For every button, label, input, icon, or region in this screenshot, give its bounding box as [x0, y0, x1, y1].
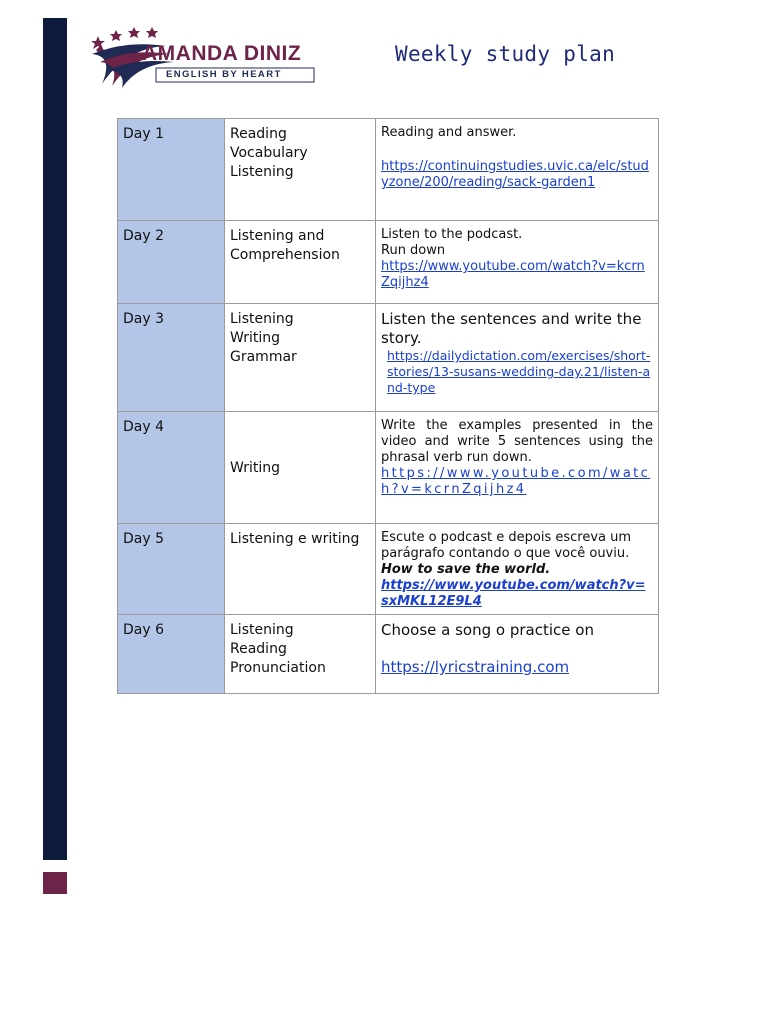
- task-cell: [376, 221, 659, 304]
- logo: [86, 22, 326, 92]
- resource-link[interactable]: https://www.youtube.com/watch?v=sxMKL12E9L4: [381, 578, 646, 609]
- table-row: [118, 615, 659, 694]
- table-row: [118, 304, 659, 412]
- resource-link[interactable]: https://dailydictation.com/exercises/short-stories/13-susans-wedding-day.21/listen-and-type: [387, 348, 651, 395]
- skill-label: Writing: [230, 330, 280, 346]
- task-cell: [376, 615, 659, 694]
- skills-cell: [225, 524, 376, 615]
- day-cell: Day 6: [118, 615, 225, 694]
- logo-name: AMANDA DINIZ: [142, 42, 302, 65]
- skill-label: Listening: [230, 311, 294, 327]
- page-title: Weekly study plan: [395, 42, 616, 66]
- day-cell: Day 4: [118, 412, 225, 524]
- resource-link[interactable]: https://www.youtube.com/watch?v=kcrnZqijhz4: [381, 466, 651, 497]
- task-text: Escute o podcast e depois escreva um parágrafo contando o que você ouviu.: [381, 530, 632, 561]
- study-plan-table: [117, 118, 659, 694]
- day-cell: Day 5: [118, 524, 225, 615]
- logo-tagline: ENGLISH BY HEART: [166, 69, 282, 80]
- table-row: [118, 412, 659, 524]
- task-cell: [376, 119, 659, 221]
- skill-label: Reading: [230, 126, 287, 142]
- skills-cell: [225, 304, 376, 412]
- day-cell: Day 3: [118, 304, 225, 412]
- task-cell: [376, 524, 659, 615]
- task-text: Listen to the podcast.: [381, 227, 523, 242]
- skill-label: Grammar: [230, 349, 297, 365]
- day-cell: Day 1: [118, 119, 225, 221]
- resource-link[interactable]: https://www.youtube.com/watch?v=kcrnZqijhz4: [381, 259, 645, 290]
- task-text: Reading and answer.: [381, 125, 517, 140]
- skill-label: Listening: [230, 164, 294, 180]
- podcast-title: How to save the world.: [381, 562, 551, 577]
- skill-label: Writing: [230, 460, 280, 476]
- day-cell: Day 2: [118, 221, 225, 304]
- skill-label: Listening and Comprehension: [230, 228, 340, 263]
- task-text: Write the examples presented in the video and write 5 sentences using the phrasal verb run down.: [381, 418, 653, 465]
- skill-label: Vocabulary: [230, 145, 308, 161]
- decorative-square: [43, 872, 67, 894]
- task-text: Run down: [381, 243, 446, 258]
- skills-cell: [225, 119, 376, 221]
- task-text: Choose a song o practice on: [381, 621, 594, 639]
- skill-label: Listening: [230, 622, 294, 638]
- resource-link[interactable]: https://continuingstudies.uvic.ca/elc/studyzone/200/reading/sack-garden1: [381, 159, 649, 190]
- skill-label: Listening e writing: [230, 531, 360, 547]
- task-cell: [376, 304, 659, 412]
- table-row: [118, 221, 659, 304]
- skills-cell: [225, 221, 376, 304]
- left-decorative-bar: [43, 18, 67, 860]
- task-text: Listen the sentences and write the story.: [381, 310, 642, 347]
- skill-label: Reading: [230, 641, 287, 657]
- skills-cell: [225, 615, 376, 694]
- task-cell: [376, 412, 659, 524]
- skills-cell: [225, 412, 376, 524]
- skill-label: Pronunciation: [230, 660, 326, 676]
- table-row: [118, 119, 659, 221]
- table-row: [118, 524, 659, 615]
- resource-link[interactable]: https://lyricstraining.com: [381, 658, 570, 676]
